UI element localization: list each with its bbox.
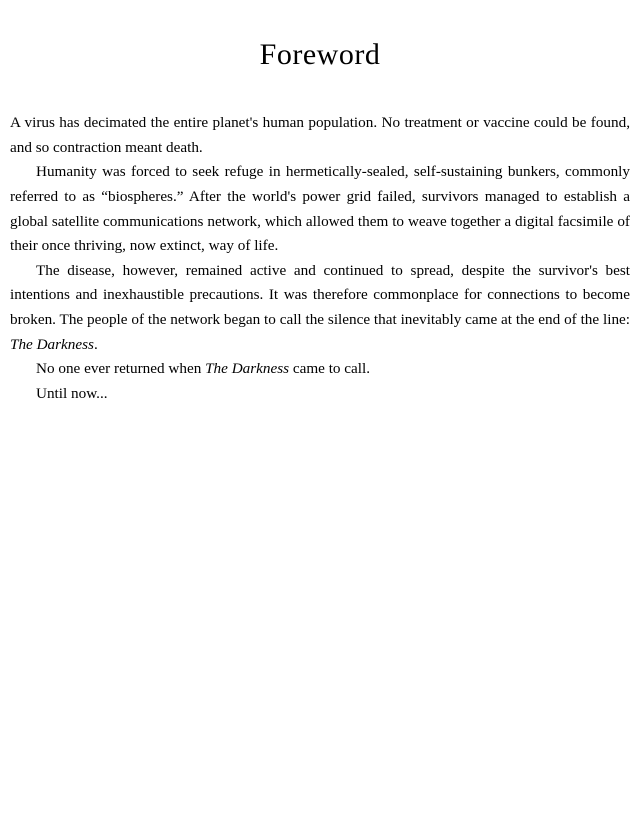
text-run: A virus has decimated the entire planet's human population. No treatment or vaccine could be found, and so contraction meant death. (10, 114, 630, 156)
paragraph (10, 111, 630, 160)
text-run: Humanity was forced to seek refuge in hermetically-sealed, self-sustaining bunkers, commonly referred to as “biospheres.” After the world's power grid failed, survivors managed to establish a global satellite communications network, which allowed them to weave together a digital facsimile of their once thriving, now extinct, way of life. (10, 163, 630, 255)
paragraph (10, 259, 630, 358)
italic-text-run: The Darkness (205, 360, 290, 378)
paragraph (10, 382, 630, 407)
text-run: Until now... (36, 384, 108, 402)
document-body (10, 111, 630, 407)
paragraph (10, 160, 630, 259)
italic-text-run: The Darkness (10, 335, 94, 353)
text-run: . (93, 335, 98, 353)
paragraph (10, 357, 630, 382)
text-run: came to call. (289, 360, 371, 378)
page-title: Foreword (259, 38, 381, 71)
text-run: The disease, however, remained active and continued to spread, despite the survivor's best intentions and inexhaustible precautions. It was therefore commonplace for connections to become broken. The people of the network began to call the silence that inevitably came at the end of the line: (10, 261, 630, 328)
text-run: No one ever returned when (36, 360, 206, 378)
